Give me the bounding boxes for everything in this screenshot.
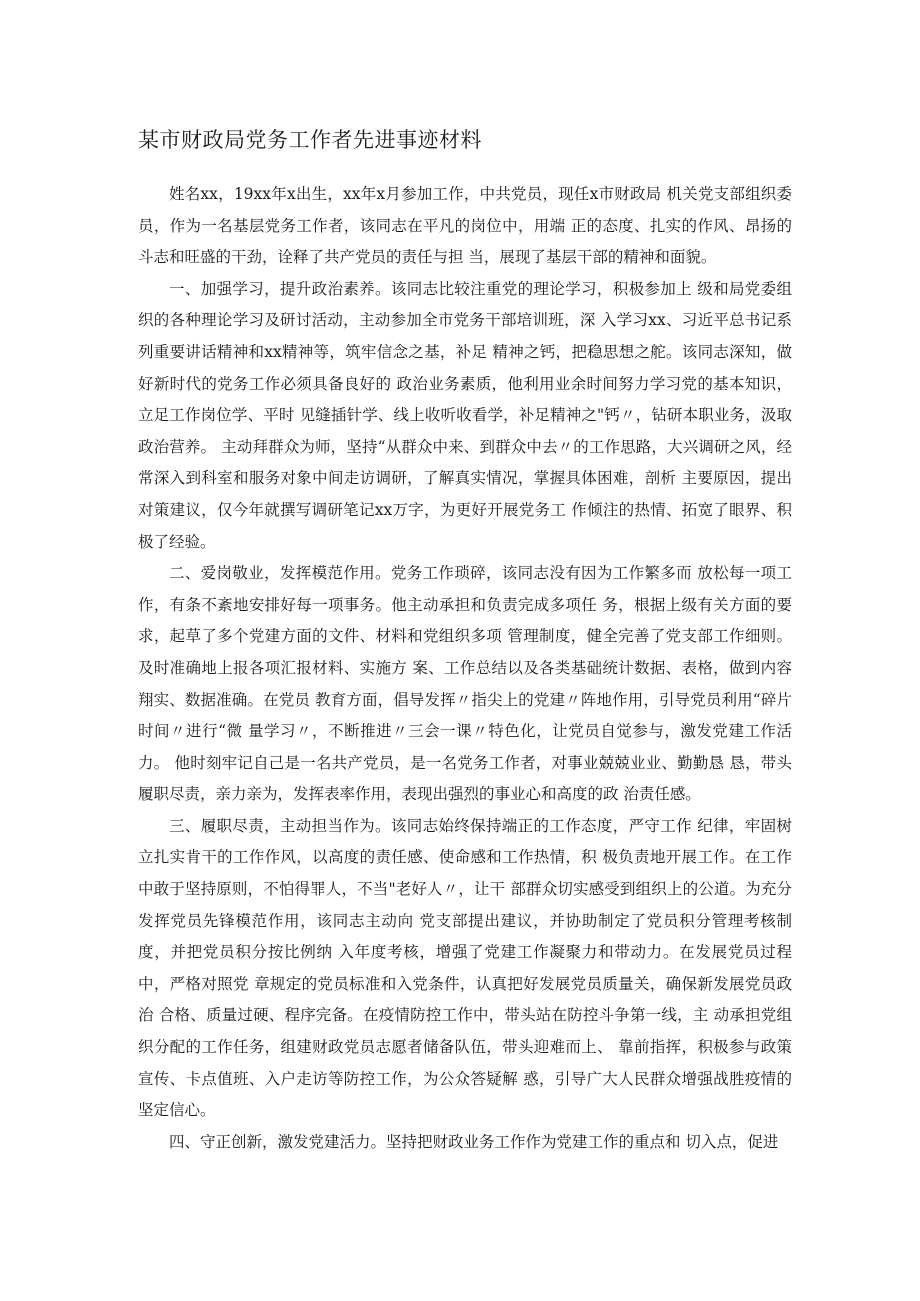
document-title: 某市财政局党务工作者先进事迹材料	[138, 128, 482, 152]
section-3-paragraph: 三、履职尽责，主动担当作为。该同志始终保持端正的工作态度，严守工作 纪律，牢固树立扎实肯干的工作作风，以高度的责任感、使命感和工作热情，积 极负责地开展工作。在工作中敢于坚持原则，不怕得罪人，不当"老好人〃，让干 部群众切实感受到组织上的公道。为充分发挥党员先锋模范作用，该同志主动向 党支部提出建议，并协助制定了党员积分管理考核制度，并把党员积分按比例纳 入年度考核，增强了党建工作凝聚力和带动力。在发展党员过程中，严格对照党 章规定的党员标准和入党条件，认真把好发展党员质量关，确保新发展党员政治 合格、质量过硬、程序完备。在疫情防控工作中，带头站在防控斗争第一线，主 动承担党组织分配的工作任务，组建财政党员志愿者储备队伍，带头迎难而上、 靠前指挥，积极参与政策宣传、卡点值班、入户走访等防控工作，为公众答疑解 惑，引导广大人民群众增强战胜疫情的坚定信心。	[138, 816, 792, 1120]
intro-paragraph: 姓名xx，19xx年x出生，xx年x月参加工作，中共党员，现任x市财政局 机关党支部组织委员，作为一名基层党务工作者，该同志在平凡的岗位中，用端 正的态度、扎实的作风、昂扬的斗志和旺盛的干劲，诠释了共产党员的责任与担 当，展现了基层干部的精神和面貌。	[138, 185, 792, 267]
document-body	[138, 179, 792, 1158]
section-4-paragraph: 四、守正创新，激发党建活力。坚持把财政业务工作作为党建工作的重点和 切入点，促进	[169, 1132, 779, 1151]
section-1-paragraph: 一、加强学习，提升政治素养。该同志比较注重党的理论学习，积极参加上 级和局党委组织的各种理论学习及研讨活动，主动参加全市党务干部培训班，深 入学习xx、习近平总书记系列重要讲话精神和xx精神等，筑牢信念之基，补足 精神之钙，把稳思想之舵。该同志深知，做好新时代的党务工作必须具备良好的 政治业务素质，他利用业余时间努力学习党的基本知识，立足工作岗位学、平时 见缝插针学、线上收听收看学，补足精神之"钙〃，钻研本职业务，汲取政治营养。 主动拜群众为师，坚持“从群众中来、到群众中去〃的工作思路，大兴调研之风，经常深入到科室和服务对象中间走访调研，了解真实情况，掌握具体困难，剖析 主要原因，提出对策建议，仅今年就撰写调研笔记xx万字，为更好开展党务工 作倾注的热情、拓宽了眼界、积极了经验。	[138, 279, 792, 551]
section-2-paragraph: 二、爱岗敬业，发挥模范作用。党务工作琐碎，该同志没有因为工作繁多而 放松每一项工作，有条不紊地安排好每一项事务。他主动承担和负责完成多项任 务，根据上级有关方面的要求，起草了多个党建方面的文件、材料和党组织多项 管理制度，健全完善了党支部工作细则。及时准确地上报各项汇报材料、实施方 案、工作总结以及各类基础统计数据、表格，做到内容翔实、数据准确。在党员 教育方面，倡导发挥〃指尖上的党建〃阵地作用，引导党员利用“碎片时间〃进行“微 量学习〃，不断推进〃三会一课〃特色化，让党员自觉参与，激发党建工作活力。 他时刻牢记自己是一名共产党员，是一名党务工作者，对事业兢兢业业、勤勤恳 恳，带头履职尽责，亲力亲为，发挥表率作用，表现出强烈的事业心和高度的政 治责任感。	[138, 564, 792, 804]
